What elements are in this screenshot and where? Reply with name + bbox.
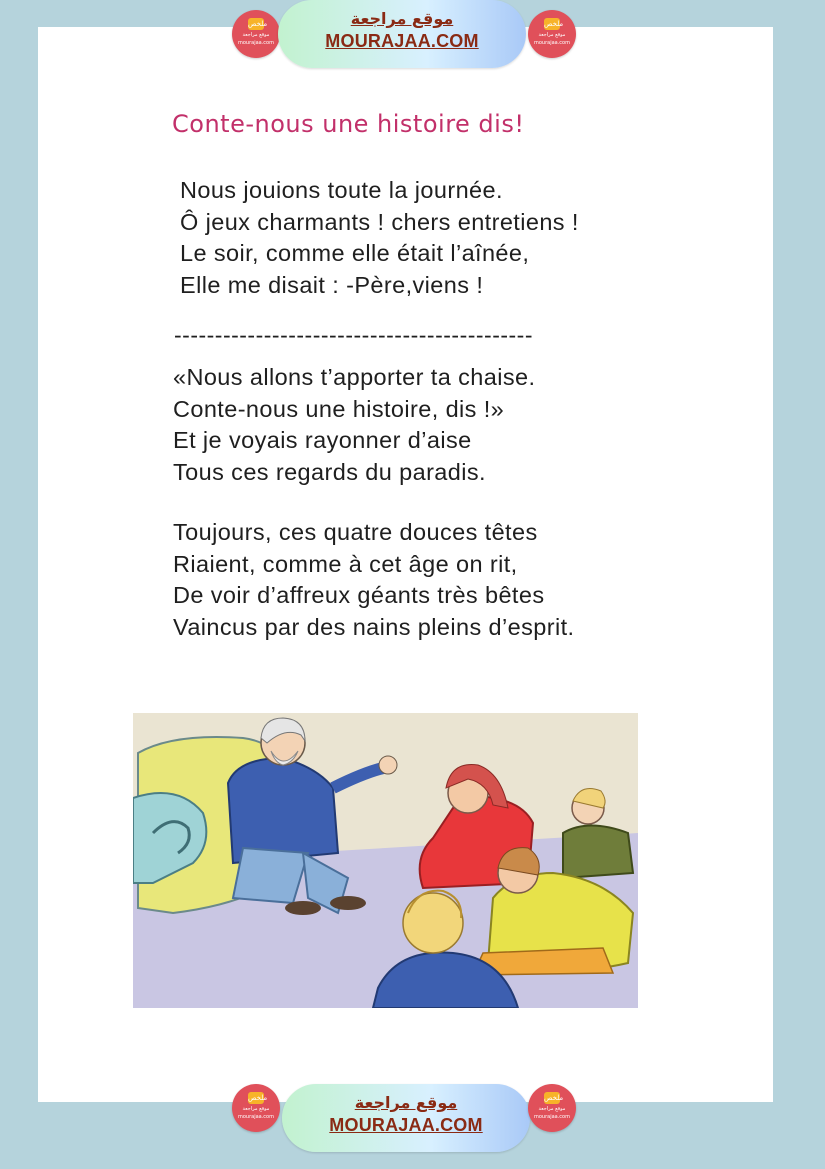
site-banner-bottom[interactable] — [282, 1084, 530, 1152]
site-name-arabic[interactable]: موقع مراجعة — [354, 1093, 458, 1112]
poem-line: Toujours, ces quatre douces têtes — [173, 519, 538, 545]
poem-line: Elle me disait : -Père,viens ! — [180, 271, 484, 298]
poem-line: Conte-nous une histoire, dis !» — [173, 395, 505, 422]
site-logo-badge-left-top[interactable] — [232, 10, 280, 58]
poem-line: «Nous allons t’apporter ta chaise. — [173, 364, 536, 390]
poem-line: Tous ces regards du paradis. — [173, 458, 486, 485]
poem-line: Ô jeux charmants ! chers entretiens ! — [180, 208, 579, 235]
poem-line: Le soir, comme elle était l’aînée, — [180, 240, 530, 266]
badge-url: mourajaa.com — [237, 40, 274, 46]
poem-line: Vaincus par des nains pleins d’esprit. — [173, 613, 575, 640]
grandfather-storytelling-illustration — [133, 713, 638, 1008]
badge-arabic: موقع مراجعة — [242, 32, 270, 38]
poem-line: Et je voyais rayonner d’aise — [173, 427, 472, 453]
logo-mark-icon: ملخص — [248, 1094, 268, 1102]
poem-title: Conte-nous une histoire dis! — [172, 110, 525, 138]
badge-arabic: موقع مراجعة — [242, 1106, 270, 1112]
logo-mark-icon: ملخص — [544, 1094, 564, 1102]
site-logo-badge-right-bottom[interactable] — [528, 1084, 576, 1132]
poem-line: Nous jouions toute la journée. — [180, 177, 503, 203]
badge-arabic: موقع مراجعة — [538, 32, 566, 38]
badge-url: mourajaa.com — [533, 40, 570, 46]
stanza-1 — [180, 175, 579, 301]
site-logo-badge-left-bottom[interactable] — [232, 1084, 280, 1132]
poem-line: De voir d’affreux géants très bêtes — [173, 582, 545, 608]
stanza-2 — [173, 362, 535, 488]
separator-line: -------------------------------------------- — [174, 322, 534, 348]
site-banner-top[interactable] — [278, 0, 526, 68]
poem-line: Riaient, comme à cet âge on rit, — [173, 550, 518, 577]
site-name-link[interactable]: MOURAJAA.COM — [329, 1115, 483, 1135]
badge-url: mourajaa.com — [237, 1114, 274, 1120]
site-name-arabic[interactable]: موقع مراجعة — [350, 9, 454, 28]
stanza-3 — [173, 517, 574, 643]
logo-mark-icon: ملخص — [544, 20, 564, 28]
site-name-link[interactable]: MOURAJAA.COM — [325, 31, 479, 51]
badge-url: mourajaa.com — [533, 1114, 570, 1120]
site-logo-badge-right-top[interactable] — [528, 10, 576, 58]
badge-arabic: موقع مراجعة — [538, 1106, 566, 1112]
logo-mark-icon: ملخص — [248, 20, 268, 28]
